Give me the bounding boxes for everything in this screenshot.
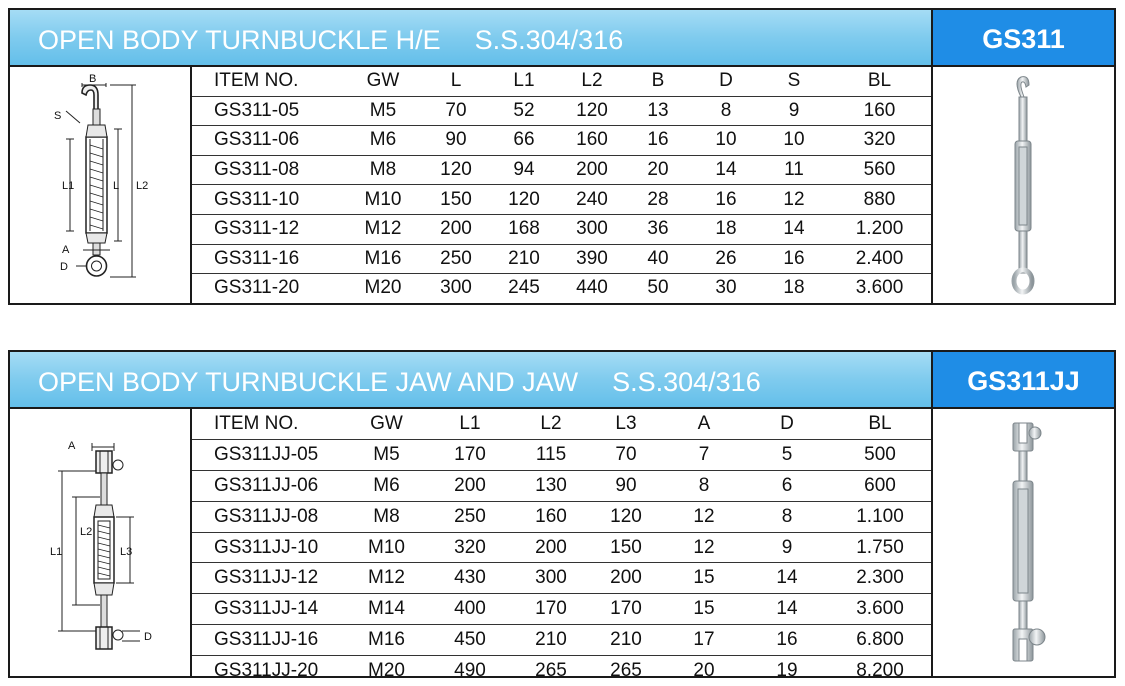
table-cell: 500: [827, 439, 933, 470]
table-cell: 245: [508, 277, 540, 299]
table-cell: 19: [776, 660, 798, 682]
table-cell: 440: [576, 277, 608, 299]
table-cell: 880: [826, 185, 933, 215]
table-cell: 210: [511, 625, 591, 656]
table-cell: 8.200: [856, 660, 904, 682]
table-cell: GS311-08: [192, 155, 344, 185]
table-row: [192, 594, 933, 625]
table-row: [192, 625, 933, 656]
table-cell: 250: [429, 501, 511, 532]
table-cell: 14: [762, 214, 826, 244]
table-cell: 168: [490, 214, 558, 244]
material-label: S.S.304/316: [612, 367, 761, 397]
table-cell: GS311-06: [192, 126, 344, 156]
table-cell: 90: [422, 126, 490, 156]
table-cell: 120: [591, 501, 661, 532]
table-cell: 16: [626, 126, 690, 156]
table-cell: 12: [661, 501, 747, 532]
table-cell: 1.100: [827, 501, 933, 532]
table-cell: GS311-10: [192, 185, 344, 215]
table-cell: 16: [690, 185, 762, 215]
table-header-row: [192, 409, 933, 439]
table-cell: 160: [511, 501, 591, 532]
material-label: S.S.304/316: [474, 25, 624, 55]
product-code: GS311JJ: [931, 352, 1114, 407]
table-row: [192, 563, 933, 594]
section-title: [38, 352, 761, 407]
table-cell: 300: [511, 563, 591, 594]
table-cell: 390: [558, 244, 626, 274]
table-cell: 6.800: [827, 625, 933, 656]
table-row: [192, 185, 933, 215]
table-cell: GS311JJ-14: [192, 594, 344, 625]
label-b: B: [89, 73, 97, 85]
table-cell: 40: [626, 244, 690, 274]
table-cell: 7: [661, 439, 747, 470]
column-header: D: [747, 409, 827, 439]
table-cell: 3.600: [855, 277, 904, 299]
table-cell: M16: [344, 244, 422, 274]
table-cell: 115: [511, 439, 591, 470]
table-cell: GS311JJ-08: [192, 501, 344, 532]
table-cell: 50: [647, 277, 669, 299]
table-cell: M16: [344, 625, 429, 656]
table-cell: 17: [661, 625, 747, 656]
table-cell: 20: [693, 660, 715, 682]
table-cell: 200: [511, 532, 591, 563]
table-cell: M14: [344, 594, 429, 625]
table-cell: 30: [715, 277, 737, 299]
column-header: B: [626, 67, 690, 96]
column-header: L2: [558, 67, 626, 96]
product-panel-gs311: [8, 8, 1116, 305]
product-photo: [931, 409, 1114, 676]
table-cell: 15: [661, 594, 747, 625]
table-cell: 130: [511, 470, 591, 501]
table-cell: 265: [535, 660, 567, 682]
table-cell: M8: [344, 155, 422, 185]
table-cell: 160: [558, 126, 626, 156]
table-row: [192, 274, 933, 303]
table-cell: 15: [661, 563, 747, 594]
table-cell: M10: [344, 185, 422, 215]
table-cell: 8: [661, 470, 747, 501]
table-cell: 9: [747, 532, 827, 563]
table-cell: 1.200: [826, 214, 933, 244]
label-l2: L2: [136, 180, 149, 192]
section-title: [38, 10, 623, 65]
product-photo: [931, 67, 1114, 303]
column-header: L: [422, 67, 490, 96]
table-header-row: [192, 67, 933, 96]
table-cell: 66: [490, 126, 558, 156]
table-cell: 490: [454, 660, 486, 682]
table-cell: 9: [762, 96, 826, 126]
product-code: GS311: [931, 10, 1114, 65]
product-name: OPEN BODY TURNBUCKLE JAW AND JAW: [38, 367, 579, 397]
column-header: L2: [511, 409, 591, 439]
table-cell: 11: [762, 155, 826, 185]
table-cell: GS311-12: [192, 214, 344, 244]
label-a: A: [68, 440, 76, 452]
table-cell: 265: [610, 660, 642, 682]
column-header: ITEM NO.: [192, 409, 344, 439]
table-cell: GS311-05: [192, 96, 344, 126]
table-cell: 120: [490, 185, 558, 215]
table-cell: 70: [591, 439, 661, 470]
table-cell: 2.400: [826, 244, 933, 274]
table-cell: 560: [826, 155, 933, 185]
table-cell: 200: [422, 214, 490, 244]
table-cell: 2.300: [827, 563, 933, 594]
table-cell: 28: [626, 185, 690, 215]
table-cell: GS311JJ-05: [192, 439, 344, 470]
table-cell: GS311-16: [192, 244, 344, 274]
table-cell: 200: [558, 155, 626, 185]
column-header: L3: [591, 409, 661, 439]
table-cell: 8: [690, 96, 762, 126]
table-cell: 300: [558, 214, 626, 244]
table-row: [192, 126, 933, 156]
table-cell: 170: [511, 594, 591, 625]
label-a: A: [62, 244, 70, 256]
label-l3: L3: [120, 546, 133, 558]
table-cell: 12: [661, 532, 747, 563]
table-cell: M5: [344, 96, 422, 126]
table-cell: 320: [826, 126, 933, 156]
column-header: GW: [344, 67, 422, 96]
product-panel-gs311jj: [8, 350, 1116, 682]
table-cell: 600: [827, 470, 933, 501]
table-cell: 1.750: [827, 532, 933, 563]
table-cell: GS311JJ-12: [192, 563, 344, 594]
table-row: [192, 439, 933, 470]
table-cell: M5: [344, 439, 429, 470]
table-cell: GS311JJ-10: [192, 532, 344, 563]
column-header: BL: [827, 409, 933, 439]
table-cell: 90: [591, 470, 661, 501]
table-cell: 18: [690, 214, 762, 244]
table-cell: 5: [747, 439, 827, 470]
label-l2: L2: [80, 526, 93, 538]
table-cell: 18: [783, 277, 805, 299]
column-header: A: [661, 409, 747, 439]
table-cell: 12: [762, 185, 826, 215]
dimension-diagram: [10, 67, 192, 303]
column-header: L1: [429, 409, 511, 439]
table-cell: 210: [591, 625, 661, 656]
table-cell: M6: [344, 126, 422, 156]
table-cell: 150: [422, 185, 490, 215]
table-row: [192, 501, 933, 532]
table-cell: 16: [747, 625, 827, 656]
table-cell: 210: [490, 244, 558, 274]
table-cell: GS311JJ-16: [192, 625, 344, 656]
table-cell: 300: [440, 277, 472, 299]
table-cell: 400: [429, 594, 511, 625]
column-header: GW: [344, 409, 429, 439]
table-row: [192, 96, 933, 126]
table-cell: M10: [344, 532, 429, 563]
label-s: S: [54, 110, 62, 122]
product-name: OPEN BODY TURNBUCKLE H/E: [38, 25, 441, 55]
table-cell: 10: [762, 126, 826, 156]
table-cell: 20: [626, 155, 690, 185]
table-cell: M12: [344, 214, 422, 244]
spec-table: [192, 67, 933, 303]
table-row: [192, 532, 933, 563]
table-cell: GS311JJ-06: [192, 470, 344, 501]
column-header: L1: [490, 67, 558, 96]
table-cell: M20: [368, 660, 405, 682]
table-cell: M20: [364, 277, 402, 299]
spec-table: [192, 409, 933, 686]
section-header: [10, 352, 1114, 409]
column-header: ITEM NO.: [192, 67, 344, 96]
table-cell: GS311-20: [214, 277, 300, 299]
table-row: [192, 214, 933, 244]
table-cell: 150: [591, 532, 661, 563]
table-cell: 6: [747, 470, 827, 501]
label-l1: L1: [50, 546, 63, 558]
table-cell: 14: [747, 594, 827, 625]
table-cell: 14: [690, 155, 762, 185]
table-cell: 8: [747, 501, 827, 532]
table-cell: 52: [490, 96, 558, 126]
column-header: D: [690, 67, 762, 96]
label-l1: L1: [62, 180, 75, 192]
table-cell: 70: [422, 96, 490, 126]
table-cell: 14: [747, 563, 827, 594]
table-cell: 13: [626, 96, 690, 126]
table-cell: 320: [429, 532, 511, 563]
table-cell: 3.600: [827, 594, 933, 625]
table-cell: 120: [422, 155, 490, 185]
table-cell: 450: [429, 625, 511, 656]
table-cell: 430: [429, 563, 511, 594]
table-row: [192, 656, 933, 686]
table-cell: M12: [344, 563, 429, 594]
column-header: S: [762, 67, 826, 96]
table-cell: 26: [690, 244, 762, 274]
table-cell: 36: [626, 214, 690, 244]
table-cell: 120: [558, 96, 626, 126]
table-cell: M8: [344, 501, 429, 532]
label-l: L: [113, 180, 120, 192]
table-cell: 160: [826, 96, 933, 126]
table-cell: 250: [422, 244, 490, 274]
table-row: [192, 155, 933, 185]
table-cell: 170: [429, 439, 511, 470]
table-cell: 94: [490, 155, 558, 185]
label-d: D: [60, 261, 68, 273]
table-cell: GS311JJ-20: [214, 660, 319, 682]
table-cell: 240: [558, 185, 626, 215]
table-cell: 170: [591, 594, 661, 625]
table-cell: M6: [344, 470, 429, 501]
label-d: D: [144, 631, 152, 643]
table-row: [192, 470, 933, 501]
dimension-diagram: [10, 409, 192, 676]
table-cell: 200: [429, 470, 511, 501]
table-cell: 200: [591, 563, 661, 594]
column-header: BL: [826, 67, 933, 96]
section-header: [10, 10, 1114, 67]
table-cell: 16: [762, 244, 826, 274]
table-row: [192, 244, 933, 274]
table-cell: 10: [690, 126, 762, 156]
